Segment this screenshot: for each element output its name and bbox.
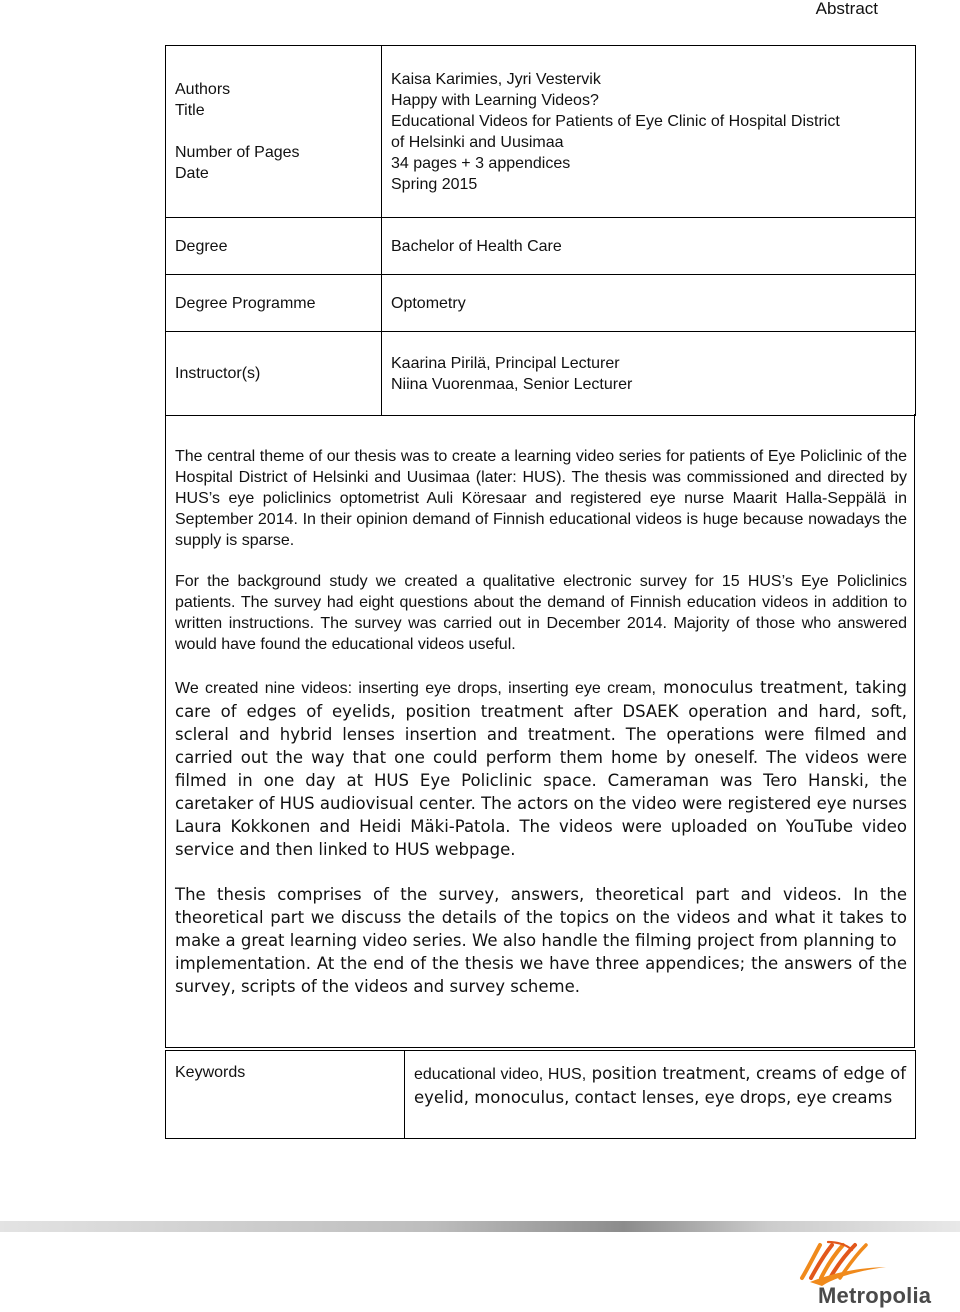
degree-value: Bachelor of Health Care (382, 218, 916, 275)
thesis-info-table (165, 45, 916, 416)
keywords-value-rest: position treatment, creams of edge of eyelid, monoculus, contact lenses, eye drops, eye creams (414, 1064, 907, 1107)
pages-label: Number of Pages (175, 144, 300, 161)
abstract-paragraph-2: For the background study we created a qualitative electronic survey for 15 HUS’s Eye Policlinics patients. The survey had eight questions about the demand of Finnish education videos in addition to written instructions. The survey was carried out in December 2014. Majority of those who answered would have found the educational videos useful. (175, 573, 907, 653)
degree-label: Degree (166, 218, 382, 275)
date-value: Spring 2015 (391, 175, 478, 193)
instructor-1: Kaarina Pirilä, Principal Lecturer (391, 354, 620, 372)
abstract-paragraph-3 (175, 676, 907, 861)
keywords-value-lead: educational video, HUS, (414, 1066, 587, 1083)
instructors-values-cell (382, 332, 916, 416)
instructor-2: Niina Vuorenmaa, Senior Lecturer (391, 375, 633, 393)
title-value-line-1: Happy with Learning Videos? (391, 91, 599, 109)
keywords-label: Keywords (166, 1051, 405, 1138)
instructors-label: Instructor(s) (166, 332, 382, 416)
authors-label: Authors (175, 81, 231, 98)
authors-value: Kaisa Karimies, Jyri Vestervik (391, 70, 601, 88)
abstract-paragraph-4-part-1: The thesis comprises of the survey, answers, theoretical part and videos. In the theoretical part we discuss the details of the topics on the videos and what it takes to make a great learning video series. We also handle the filming project from planning to (175, 885, 907, 950)
abstract-paragraph-4 (175, 883, 907, 998)
keywords-table (165, 1050, 916, 1139)
abstract-paragraph-3-rest: monoculus treatment, taking care of edges of eyelids, position treatment after DSAEK operation and hard, soft, scleral and hybrid lenses insertion and treatment. The operations were filmed and carried out the way that one could perform them home by oneself. The videos were filmed in one day at HUS Eye Policlinic space. Cameraman was Tero Hanski, the caretaker of HUS audiovisual center. The actors on the video were registered eye nurses Laura Kokkonen and Heidi Mäki-Patola. The videos were uploaded on YouTube video service and then linked to HUS webpage. (175, 678, 907, 859)
page-heading-abstract: Abstract (815, 0, 878, 18)
logo-arc-strokes (802, 1242, 866, 1278)
summary-values-cell (382, 46, 916, 218)
degree-row (166, 218, 916, 275)
abstract-paragraph-1: The central theme of our thesis was to create a learning video series for patients of Eye Policlinic of the Hospital District of Helsinki and Uusimaa (later: HUS). The thesis was commissioned and directed by HUS’s eye policlinics optometrist Auli Köresaar and registered eye nurse Maarit Halla-Seppälä in September 2014. In their opinion demand of Finnish educational videos is huge because nowadays the supply is sparse. (175, 448, 907, 549)
abstract-paragraph-4-part-2: implementation. At the end of the thesis we have three appendices; the answers of the survey, scripts of the videos and survey scheme. (175, 954, 907, 996)
programme-label: Degree Programme (166, 275, 382, 332)
keywords-value (405, 1051, 915, 1138)
date-label: Date (175, 165, 209, 182)
title-value-line-2: Educational Videos for Patients of Eye Clinic of Hospital District (391, 112, 840, 130)
programme-value: Optometry (382, 275, 916, 332)
pages-value: 34 pages + 3 appendices (391, 154, 571, 172)
footer-decorative-bar (0, 1221, 960, 1232)
abstract-paragraph-3-lead: We created nine videos: inserting eye drops, inserting eye cream, (175, 680, 657, 697)
summary-labels-cell (166, 46, 382, 218)
instructors-row (166, 332, 916, 416)
metropolia-logo-text: Metropolia (818, 1283, 932, 1308)
programme-row (166, 275, 916, 332)
summary-row (166, 46, 916, 218)
title-value-line-3: of Helsinki and Uusimaa (391, 133, 564, 151)
title-label: Title (175, 102, 205, 119)
